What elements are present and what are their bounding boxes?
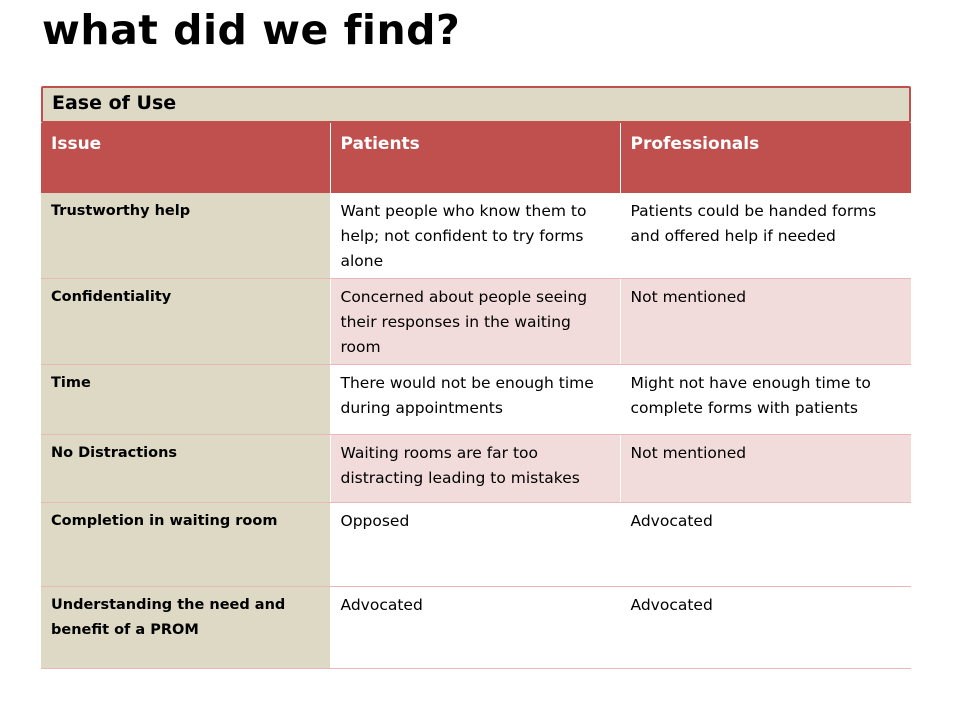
- table-row: [41, 365, 911, 435]
- issue-cell: Confidentiality: [41, 279, 330, 365]
- patients-cell: Advocated: [330, 587, 620, 669]
- issue-cell: Trustworthy help: [41, 193, 330, 279]
- patients-cell: Want people who know them to help; not confident to try forms alone: [330, 193, 620, 279]
- issue-cell: Understanding the need and benefit of a PROM: [41, 587, 330, 669]
- table-row: [41, 503, 911, 587]
- professionals-cell: Might not have enough time to complete forms with patients: [620, 365, 911, 435]
- section-label: Ease of Use: [52, 92, 177, 114]
- table-header-row: [41, 123, 911, 193]
- professionals-cell: Patients could be handed forms and offered help if needed: [620, 193, 911, 279]
- patients-cell: Concerned about people seeing their responses in the waiting room: [330, 279, 620, 365]
- patients-cell: Opposed: [330, 503, 620, 587]
- table-row: [41, 193, 911, 279]
- slide-title: what did we find?: [42, 6, 461, 54]
- table-row: [41, 587, 911, 669]
- issue-cell: Time: [41, 365, 330, 435]
- professionals-cell: Not mentioned: [620, 279, 911, 365]
- issue-cell: Completion in waiting room: [41, 503, 330, 587]
- professionals-cell: Advocated: [620, 587, 911, 669]
- column-header-patients: Patients: [330, 123, 620, 193]
- column-header-professionals: Professionals: [620, 123, 911, 193]
- table-row: [41, 435, 911, 503]
- professionals-cell: Advocated: [620, 503, 911, 587]
- patients-cell: There would not be enough time during appointments: [330, 365, 620, 435]
- professionals-cell: Not mentioned: [620, 435, 911, 503]
- table-row: [41, 279, 911, 365]
- comparison-table: [41, 123, 911, 669]
- section-header: [41, 86, 911, 123]
- patients-cell: Waiting rooms are far too distracting leading to mistakes: [330, 435, 620, 503]
- column-header-issue: Issue: [41, 123, 330, 193]
- issue-cell: No Distractions: [41, 435, 330, 503]
